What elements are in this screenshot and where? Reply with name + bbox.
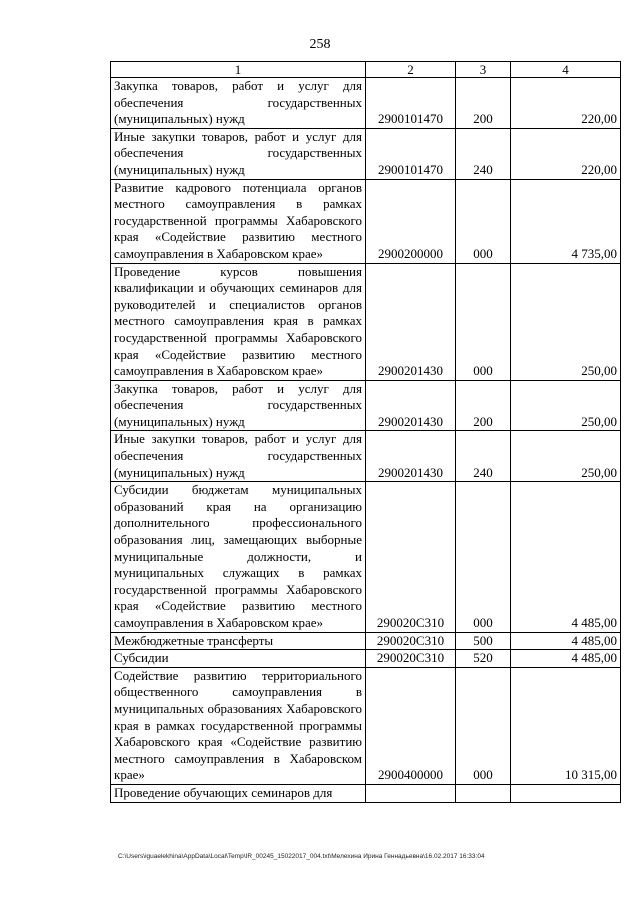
row-code: 2900101470 (366, 78, 456, 129)
row-code: 2900200000 (366, 179, 456, 263)
row-amount: 220,00 (511, 78, 621, 129)
table-row (111, 632, 621, 650)
header-col-3: 3 (456, 62, 511, 78)
row-name: Развитие кадрового потенциала органов местного самоуправления в рамках государственной программы Хабаровского края «Содействие развитию местного самоуправления в Хабаровском крае» (111, 179, 366, 263)
row-code: 2900201430 (366, 380, 456, 431)
row-amount: 4 735,00 (511, 179, 621, 263)
row-amount: 250,00 (511, 431, 621, 482)
row-name: Межбюджетные трансферты (111, 632, 366, 650)
row-amount: 4 485,00 (511, 632, 621, 650)
table-row (111, 128, 621, 179)
row-amount: 250,00 (511, 263, 621, 380)
row-type: 200 (456, 78, 511, 129)
row-code: 290020С310 (366, 650, 456, 668)
row-type: 520 (456, 650, 511, 668)
table-row (111, 179, 621, 263)
row-type: 000 (456, 179, 511, 263)
row-type: 000 (456, 482, 511, 632)
row-code: 2900201430 (366, 263, 456, 380)
row-name: Субсидии бюджетам муниципальных образований края на организацию дополнительного профессионального образования лиц, замещающих выборные муниципальные должности, и муниципальных служащих в рамках государственной программы Хабаровского края «Содействие развитию местного самоуправления в Хабаровском крае» (111, 482, 366, 632)
row-type: 200 (456, 380, 511, 431)
row-type: 500 (456, 632, 511, 650)
header-col-1: 1 (111, 62, 366, 78)
row-type: 240 (456, 431, 511, 482)
table-row (111, 650, 621, 668)
table-row (111, 482, 621, 632)
row-amount: 250,00 (511, 380, 621, 431)
row-amount (511, 784, 621, 802)
row-code: 290020С310 (366, 482, 456, 632)
row-name: Закупка товаров, работ и услуг для обеспечения государственных (муниципальных) нужд (111, 380, 366, 431)
row-amount: 10 315,00 (511, 667, 621, 784)
table-row (111, 263, 621, 380)
page-number: 258 (309, 37, 331, 52)
row-name: Проведение обучающих семинаров для (111, 784, 366, 802)
row-code: 2900201430 (366, 431, 456, 482)
row-name: Иные закупки товаров, работ и услуг для обеспечения государственных (муниципальных) нужд (111, 431, 366, 482)
budget-table (110, 61, 621, 803)
table-row (111, 431, 621, 482)
row-code (366, 784, 456, 802)
row-name: Проведение курсов повышения квалификации и обучающих семинаров для руководителей и специалистов органов местного самоуправления края в рамках государственной программы Хабаровского края «Содействие развитию местного самоуправления в Хабаровском крае» (111, 263, 366, 380)
header-col-2: 2 (366, 62, 456, 78)
row-amount: 4 485,00 (511, 650, 621, 668)
row-code: 2900101470 (366, 128, 456, 179)
table-row (111, 784, 621, 802)
table-row (111, 78, 621, 129)
row-amount: 4 485,00 (511, 482, 621, 632)
row-name: Закупка товаров, работ и услуг для обеспечения государственных (муниципальных) нужд (111, 78, 366, 129)
row-type (456, 784, 511, 802)
row-code: 2900400000 (366, 667, 456, 784)
header-col-4: 4 (511, 62, 621, 78)
row-name: Содействие развитию территориального общественного самоуправления в муниципальных образованиях Хабаровского края в рамках государственной программы Хабаровского края «Содействие развитию местного самоуправления в Хабаровском крае» (111, 667, 366, 784)
row-name: Субсидии (111, 650, 366, 668)
row-type: 000 (456, 263, 511, 380)
row-type: 000 (456, 667, 511, 784)
table-row (111, 667, 621, 784)
row-amount: 220,00 (511, 128, 621, 179)
row-code: 290020С310 (366, 632, 456, 650)
file-path-footer: C:\Users\iguaelekhina\AppData\Local\Temp\IR_00245_15022017_004.txt\Мелехина Ирина Геннадьевна\16.02.2017 16:33:04 (118, 853, 485, 860)
row-name: Иные закупки товаров, работ и услуг для обеспечения государственных (муниципальных) нужд (111, 128, 366, 179)
table-row (111, 380, 621, 431)
table-header-row (111, 62, 621, 78)
row-type: 240 (456, 128, 511, 179)
